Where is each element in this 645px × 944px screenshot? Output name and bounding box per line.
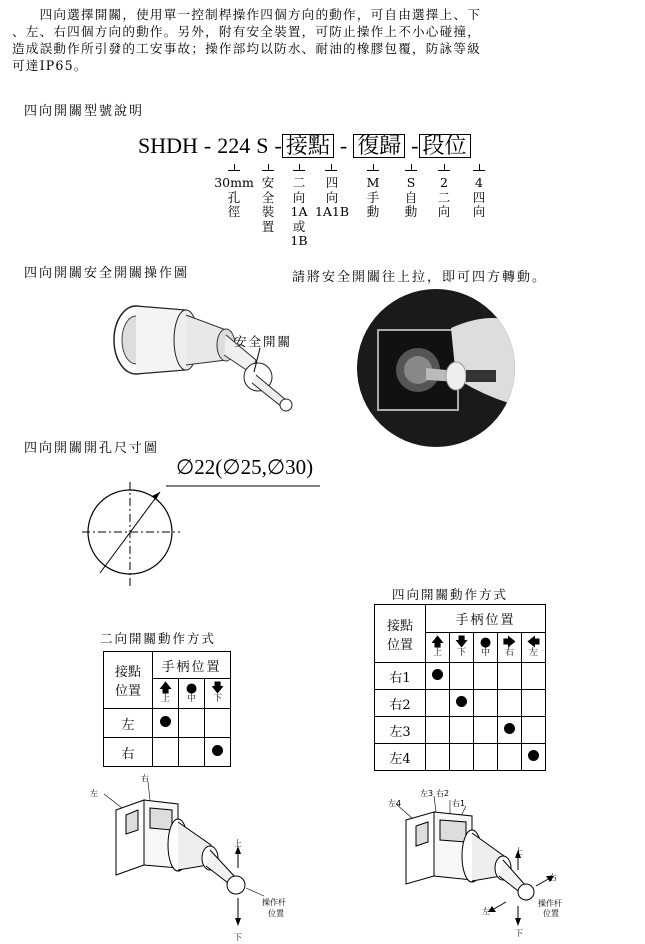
two-way-title: 二向開關動作方式 xyxy=(100,631,217,646)
handle-col-label: 右 xyxy=(504,648,514,658)
handle-col-1 xyxy=(179,679,205,709)
model-code: SHDH - 224 S - 接點 - 復歸 - 段位 xyxy=(138,133,471,159)
contact-label: 左3 xyxy=(375,717,426,744)
mark-cell xyxy=(426,663,450,690)
fig-label-pos: 位置 xyxy=(268,909,284,918)
intro-line: 可達IP65。 xyxy=(12,58,88,73)
mark-cell xyxy=(522,663,546,690)
safety-heading: 四向開關安全開關操作圖 xyxy=(24,266,190,281)
corner-cell: 接點 位置 xyxy=(375,605,426,663)
safety-note: 請將安全開關往上拉，即可四方轉動。 xyxy=(292,270,548,285)
legend-col-4pos: 4 四 向 xyxy=(472,175,486,219)
mark-cell xyxy=(179,709,205,738)
safety-photo xyxy=(356,288,516,448)
handle-col-label: 下 xyxy=(212,694,222,704)
contact-label: 右 xyxy=(104,738,153,767)
legend-col-4way: 四 向 1A1B xyxy=(314,175,350,219)
fig-label-l3: 左3 xyxy=(420,789,434,798)
legend-col-safety: 安 全 裝 置 xyxy=(261,175,275,234)
handle-col-2 xyxy=(474,633,498,663)
handle-header: 手柄位置 xyxy=(153,652,231,679)
two-way-table xyxy=(103,651,231,767)
contact-label: 右1 xyxy=(375,663,426,690)
contact-on-dot-icon xyxy=(504,723,515,734)
callout-leader xyxy=(240,346,280,376)
two-way-switch-figure xyxy=(86,770,296,944)
fig-label-left: 左 xyxy=(90,789,98,798)
handle-col-label: 中 xyxy=(186,694,196,704)
four-way-table xyxy=(374,604,546,771)
fig-label-r1: 右1 xyxy=(452,799,466,808)
contact-on-dot-icon xyxy=(160,716,171,727)
mark-cell xyxy=(498,663,522,690)
handle-col-label: 上 xyxy=(432,648,442,658)
handle-col-label: 上 xyxy=(160,694,170,704)
mark-cell xyxy=(498,717,522,744)
direction-arrow-icon: 🡆 xyxy=(502,635,517,650)
mark-cell xyxy=(205,738,231,767)
legend-col-2way: 二 向 1A 或 1B xyxy=(290,175,308,248)
intro-paragraph xyxy=(12,6,632,74)
mark-cell xyxy=(522,690,546,717)
contact-on-dot-icon xyxy=(432,669,443,680)
center-dot-icon: ● xyxy=(479,635,492,650)
direction-arrow-icon: 🡇 xyxy=(210,681,225,696)
table-row xyxy=(104,738,231,767)
handle-header: 手柄位置 xyxy=(426,605,546,633)
mark-cell xyxy=(426,744,450,771)
mark-cell xyxy=(474,717,498,744)
table-row xyxy=(104,709,231,738)
corner-cell: 接點 位置 xyxy=(104,652,153,709)
table-row xyxy=(375,744,546,771)
model-contact-box: 接點 xyxy=(282,134,334,158)
mark-cell xyxy=(153,709,179,738)
mark-cell xyxy=(450,717,474,744)
fig-label-lever: 操作杆 xyxy=(262,898,286,907)
fig-label-down: 下 xyxy=(234,933,242,942)
model-number: 224 xyxy=(217,133,251,158)
model-return-box: 復歸 xyxy=(353,134,405,158)
legend-col-auto: S 自 動 xyxy=(404,175,418,219)
mark-cell xyxy=(474,744,498,771)
model-heading: 四向開關型號說明 xyxy=(24,104,145,119)
table-row xyxy=(375,663,546,690)
legend-col-manual: M 手 動 xyxy=(366,175,380,219)
handle-col-2 xyxy=(205,679,231,709)
direction-arrow-icon: 🡅 xyxy=(158,681,173,696)
mark-cell xyxy=(426,717,450,744)
fig-label-right: 右 xyxy=(141,774,149,783)
handle-col-0 xyxy=(153,679,179,709)
mark-cell xyxy=(450,744,474,771)
contact-label: 右2 xyxy=(375,690,426,717)
center-dot-icon: ● xyxy=(185,681,198,696)
legend-col-2pos: 2 二 向 xyxy=(437,175,451,219)
intro-line: 四向選擇開關，使用單一控制桿操作四個方向的動作，可自由選擇上、下 xyxy=(12,7,481,22)
mark-cell xyxy=(153,738,179,767)
handle-col-label: 中 xyxy=(480,648,490,658)
handle-col-4 xyxy=(522,633,546,663)
fig-label-right: 右 xyxy=(549,873,557,882)
handle-col-0 xyxy=(426,633,450,663)
legend-col-hole: 30mm 孔 徑 xyxy=(214,175,254,219)
intro-line: 造成誤動作所引發的工安事故；操作部均以防水、耐油的橡膠包覆，防詠等級 xyxy=(12,41,481,56)
safety-callout: 安全開關 xyxy=(234,334,293,349)
mark-cell xyxy=(179,738,205,767)
contact-on-dot-icon xyxy=(456,696,467,707)
table-row xyxy=(375,690,546,717)
fig-label-pos: 位置 xyxy=(543,909,559,918)
four-way-title: 四向開關動作方式 xyxy=(392,587,509,602)
mark-cell xyxy=(522,744,546,771)
direction-arrow-icon: 🡅 xyxy=(430,635,445,650)
fig-label-r2: 右2 xyxy=(436,789,450,798)
mark-cell xyxy=(426,690,450,717)
mark-cell xyxy=(522,717,546,744)
fig-label-up: 上 xyxy=(234,839,242,848)
model-position-box: 段位 xyxy=(419,134,471,158)
fig-label-l4: 左4 xyxy=(388,799,402,808)
cutout-heading: 四向開關開孔尺寸圖 xyxy=(24,441,160,456)
fig-label-lever: 操作杆 xyxy=(538,899,562,908)
fig-label-down: 下 xyxy=(515,929,523,938)
contact-label: 左 xyxy=(104,709,153,738)
contact-on-dot-icon xyxy=(528,750,539,761)
cutout-drawing xyxy=(60,478,330,598)
direction-arrow-icon: 🡇 xyxy=(454,635,469,650)
cutout-dimension: ∅22(∅25,∅30) xyxy=(176,455,314,479)
mark-cell xyxy=(450,663,474,690)
fig-label-left: 左 xyxy=(482,907,490,916)
model-base: SHDH xyxy=(138,133,198,158)
mark-cell xyxy=(498,690,522,717)
mark-cell xyxy=(498,744,522,771)
intro-line: 、左、右四個方向的動作。另外，附有安全裝置，可防止操作上不小心碰撞， xyxy=(12,24,481,39)
handle-col-3 xyxy=(498,633,522,663)
mark-cell xyxy=(474,663,498,690)
mark-cell xyxy=(474,690,498,717)
fig-label-up: 上 xyxy=(515,847,523,856)
contact-label: 左4 xyxy=(375,744,426,771)
handle-col-label: 左 xyxy=(528,648,538,658)
direction-arrow-icon: 🡄 xyxy=(526,635,541,650)
table-row xyxy=(375,717,546,744)
mark-cell xyxy=(450,690,474,717)
handle-col-label: 下 xyxy=(456,648,466,658)
mark-cell xyxy=(205,709,231,738)
handle-col-1 xyxy=(450,633,474,663)
contact-on-dot-icon xyxy=(212,745,223,756)
